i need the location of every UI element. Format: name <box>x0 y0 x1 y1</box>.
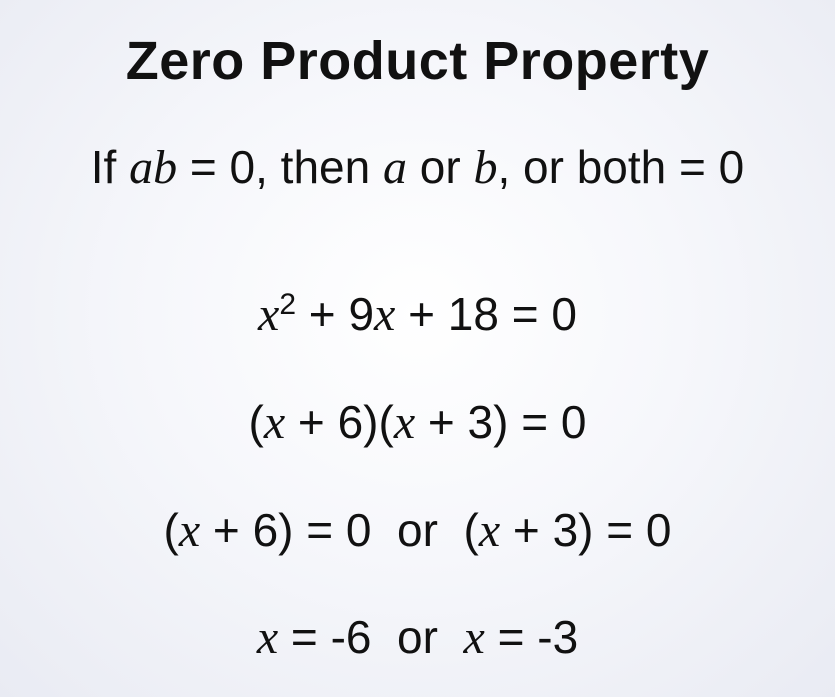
zero-product-rule <box>0 140 835 195</box>
eq4-var-x2: x <box>463 611 485 664</box>
slide-title: Zero Product Property <box>125 31 710 91</box>
equation-quadratic <box>0 287 835 342</box>
eq4-middle: = -6 or <box>278 611 464 663</box>
eq2-end: + 3) = 0 <box>415 396 587 448</box>
equation-factored <box>0 395 835 450</box>
rule-var-b: b <box>473 141 498 194</box>
eq3-open: ( <box>163 504 179 556</box>
eq1-var-x: x <box>258 288 280 341</box>
rule-if: If <box>90 141 130 193</box>
eq2-middle: + 6)( <box>285 396 394 448</box>
rule-or: or <box>406 141 474 193</box>
eq1-middle: + 9 <box>296 288 375 340</box>
equation-split <box>0 503 835 558</box>
eq3-end: + 3) = 0 <box>500 504 672 556</box>
eq4-end: = -3 <box>484 611 579 663</box>
equation-solutions <box>0 610 835 665</box>
eq1-exponent: 2 <box>279 288 297 321</box>
eq3-var-x: x <box>178 504 201 557</box>
rule-var-a: a <box>382 141 407 194</box>
rule-var-ab: ab <box>129 141 178 194</box>
rule-then: = 0, then <box>177 141 383 193</box>
eq1-end: + 18 = 0 <box>395 288 577 340</box>
eq3-var-x2: x <box>478 504 501 557</box>
eq4-var-x: x <box>256 611 279 664</box>
eq2-open: ( <box>248 396 264 448</box>
eq2-var-x2: x <box>393 396 416 449</box>
eq3-middle: + 6) = 0 or ( <box>200 504 479 556</box>
rule-both: , or both = 0 <box>497 141 745 193</box>
eq1-var-x2: x <box>374 288 396 341</box>
eq2-var-x: x <box>263 396 286 449</box>
